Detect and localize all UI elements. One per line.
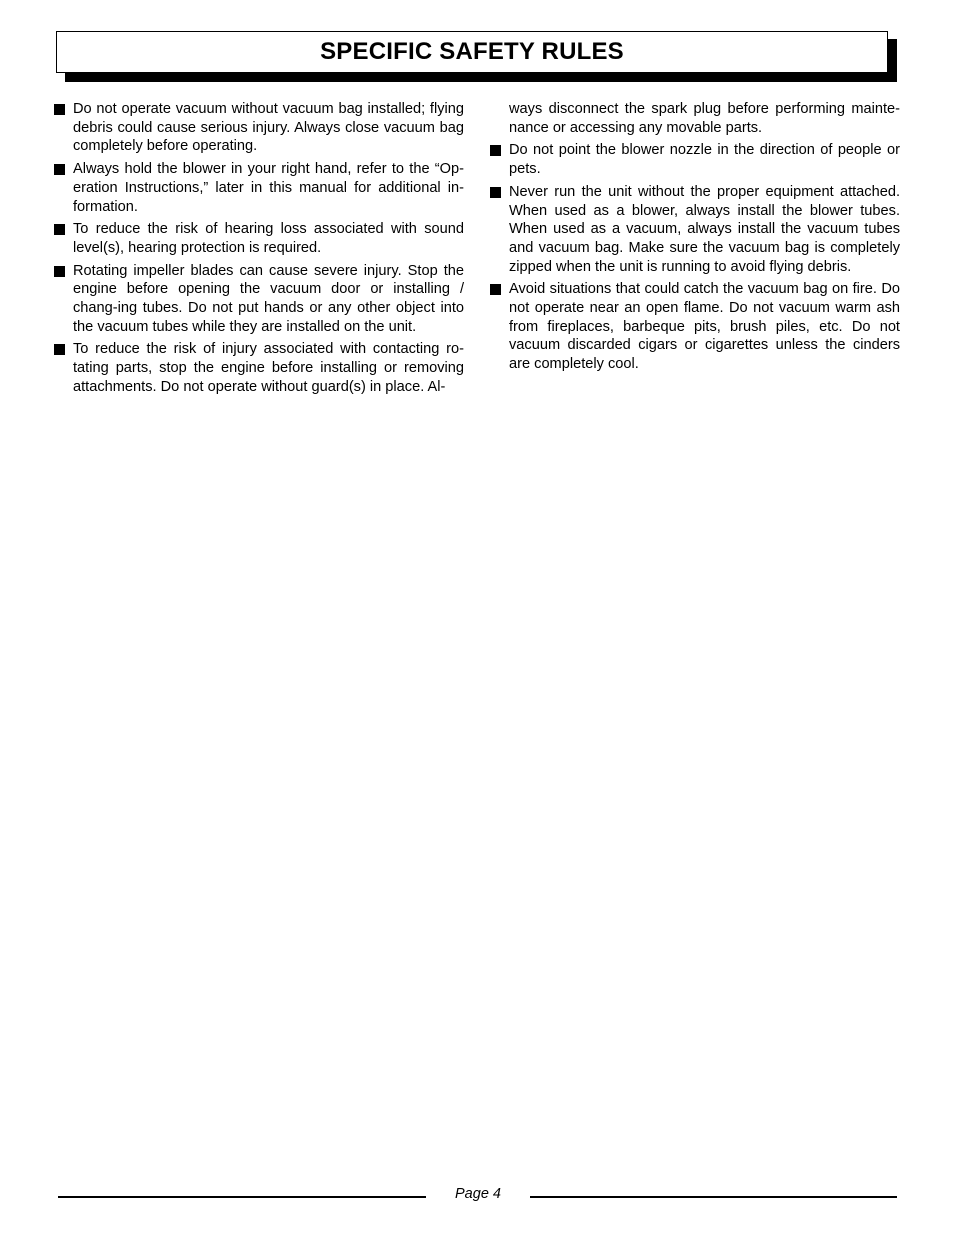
right-column: [490, 100, 900, 378]
safety-rule-item: [54, 220, 464, 257]
safety-rule-item: [54, 160, 464, 216]
footer-rule-left: [58, 1196, 426, 1198]
safety-rule-text: To reduce the risk of injury associated with contacting ro-tating parts, stop the engine before installing or removing attachments. Do not operate without guard(s) in place. Al-: [73, 341, 464, 395]
safety-rule-continuation: ways disconnect the spark plug before performing mainte-nance or accessing any movable parts.: [509, 101, 900, 136]
square-bullet-icon: [54, 104, 65, 115]
square-bullet-icon: [490, 284, 501, 295]
square-bullet-icon: [54, 266, 65, 277]
safety-rule-item: [490, 280, 900, 374]
safety-rule-text: Do not point the blower nozzle in the direction of people or pets.: [509, 142, 900, 178]
safety-rule-item: [490, 183, 900, 277]
square-bullet-icon: [490, 187, 501, 198]
safety-rule-item: [54, 100, 464, 156]
square-bullet-icon: [490, 145, 501, 156]
safety-rule-item: [54, 262, 464, 337]
footer-rule-right: [530, 1196, 897, 1198]
square-bullet-icon: [54, 164, 65, 175]
page-number: Page 4: [455, 1186, 501, 1202]
square-bullet-icon: [54, 344, 65, 355]
safety-rule-text: To reduce the risk of hearing loss associated with sound level(s), hearing protection is required.: [73, 221, 464, 256]
page-title: SPECIFIC SAFETY RULES: [320, 38, 624, 65]
safety-rule-text: Rotating impeller blades can cause severe injury. Stop the engine before opening the vacuum door or installing / chang-ing tubes. Do not put hands or any other object into the vacuum tubes while they are installed on the unit.: [73, 262, 464, 335]
left-column: [54, 100, 464, 401]
safety-rule-item: [54, 340, 464, 396]
square-bullet-icon: [54, 224, 65, 235]
safety-rule-item: [490, 141, 900, 178]
safety-rule-text: Never run the unit without the proper equipment attached. When used as a blower, always install the blower tubes. When used as a vacuum, always install the vacuum tubes and vacuum bag. Make sure the vacuum bag is completely zipped when the unit is running to avoid flying debris.: [509, 183, 900, 275]
safety-rule-text: Avoid situations that could catch the vacuum bag on fire. Do not operate near an open flame. Do not vacuum warm ash from fireplaces, barbeque pits, brush piles, etc. Do not vacuum discarded cigars or cigarettes unless the cinders are completely cool.: [509, 281, 900, 373]
safety-rule-text: Always hold the blower in your right hand, refer to the “Op-eration Instructions,” later in this manual for additional in-formation.: [73, 161, 464, 215]
section-header: [56, 31, 888, 73]
safety-rule-text: Do not operate vacuum without vacuum bag installed; flying debris could cause serious injury. Always close vacuum bag completely before operating.: [73, 101, 464, 155]
